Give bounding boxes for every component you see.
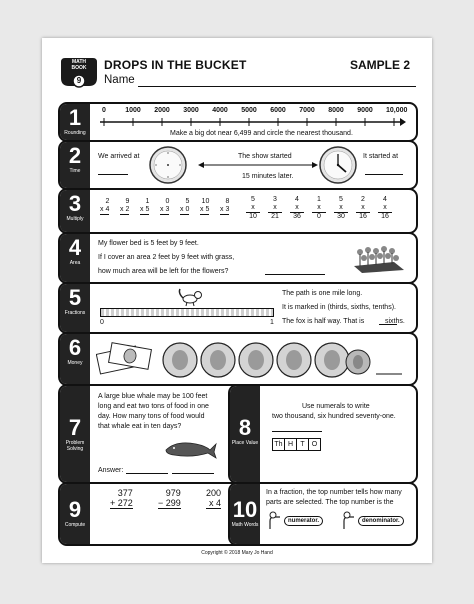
place-value-col-t[interactable]: T [297, 439, 309, 451]
row-place-value [228, 384, 418, 484]
place-value-col-th[interactable]: Th [273, 439, 285, 451]
answer-line[interactable] [126, 473, 168, 474]
multiply-problem: 5 x 0 [180, 198, 190, 213]
compute-problem-2: 979 − 299 [158, 488, 181, 508]
number-line-tick-label: 7000 [299, 107, 315, 114]
flower-bed-illustration [350, 242, 406, 274]
fraction-problem: 1 x 0 [312, 196, 326, 221]
fractions-line1: The path is one mile long. [282, 290, 363, 297]
numerator-option[interactable]: numerator. [284, 516, 323, 526]
pointing-hand-icon [268, 511, 282, 531]
multiply-problem: 8 x 3 [220, 198, 230, 213]
fractions-line3b: sixths. [385, 318, 405, 325]
place-value-answer-line[interactable] [272, 431, 322, 432]
area-line2: If I cover an area 2 feet by 9 feet with grass, [98, 254, 235, 261]
show-started-text: The show started [238, 153, 292, 160]
minutes-later-text: 15 minutes later. [242, 173, 294, 180]
whale-icon [162, 438, 218, 460]
number-line-tick-label: 2000 [154, 107, 170, 114]
math-words-line1: In a fraction, the top number tells how many [266, 489, 402, 496]
row-problem-solving [58, 384, 250, 484]
multiply-problem: 1 x 5 [140, 198, 150, 213]
fox-icon [178, 287, 206, 307]
path-bar[interactable] [100, 308, 274, 317]
number-line-tick-label: 1000 [125, 107, 141, 114]
fraction-problem: 5 x 10 [246, 196, 260, 221]
row-tab: 5 Fractions [60, 284, 90, 332]
fraction-problem: 4 x 36 [290, 196, 304, 221]
fraction-problem: 2 x 16 [356, 196, 370, 221]
math-words-line2: parts are selected. The top number is the [266, 499, 394, 506]
area-line3: how much area will be left for the flowers? [98, 268, 229, 275]
row-area [58, 232, 418, 284]
arrived-text: We arrived at [98, 153, 140, 160]
problem-line3: day. How many tons of food would [98, 413, 205, 420]
fraction-problem: 3 x 21 [268, 196, 282, 221]
name-line[interactable] [138, 86, 416, 87]
row-money [58, 332, 418, 386]
multiply-problem: 0 x 3 [160, 198, 170, 213]
multiply-problem: 2 x 4 [100, 198, 110, 213]
number-line-tick-label: 5000 [241, 107, 257, 114]
copyright-text: Copyright © 2018 Mary Jo Hand [201, 550, 273, 556]
row-tab: 1 Rounding [60, 104, 90, 140]
row-compute [58, 482, 250, 546]
place-value-table[interactable] [272, 438, 321, 451]
worksheet-title: DROPS IN THE BUCKET [104, 58, 247, 72]
answer-label: Answer: [98, 467, 124, 474]
place-value-col-h[interactable]: H [285, 439, 297, 451]
area-line1: My flower bed is 5 feet by 9 feet. [98, 240, 199, 247]
row-tab: 8 Place Value [230, 386, 260, 482]
place-value-col-o[interactable]: O [309, 439, 321, 451]
multiply-problem: 10 x 5 [200, 198, 210, 213]
compute-problem-1: 377 + 272 [110, 488, 133, 508]
it-started-text: It started at [363, 153, 399, 160]
row-math-words [228, 482, 418, 546]
row-rounding [58, 102, 418, 142]
multiply-problem: 9 x 2 [120, 198, 130, 213]
rounding-prompt: Make a big dot near 6,499 and circle the nearest thousand. [170, 130, 353, 137]
denominator-option[interactable]: denominator. [358, 516, 404, 526]
dollar-bills-icon [96, 343, 151, 374]
number-line-tick-label: 0 [102, 107, 106, 114]
problem-line4: that whale eat in ten days? [98, 423, 182, 430]
problem-line2: long and eat two tons of food in one [98, 403, 209, 410]
place-value-line2: two thousand, six hundred seventy-one. [272, 413, 396, 420]
number-line-tick-label: 3000 [183, 107, 199, 114]
pointing-hand-icon [342, 511, 356, 531]
clock-icon [148, 145, 188, 185]
sample-label: SAMPLE 2 [350, 58, 411, 72]
row-tab: 9 Compute [60, 484, 90, 544]
row-time [58, 140, 418, 190]
problem-line1: A large blue whale may be 100 feet [98, 393, 208, 400]
name-label: Name [104, 74, 135, 86]
area-answer-line[interactable] [265, 274, 325, 275]
compute-problem-3: 200 x 4 [206, 488, 222, 508]
worksheet-page [42, 38, 432, 563]
row-tab: 2 Time [60, 142, 90, 188]
number-line-tick-label: 4000 [212, 107, 228, 114]
row-tab: 3 Multiply [60, 190, 90, 232]
row-multiply [58, 188, 418, 234]
row-tab: 10 Math Words [230, 484, 260, 544]
path-zero-label: 0 [100, 319, 104, 326]
row-tab: 4 Area [60, 234, 90, 282]
started-answer-line[interactable] [365, 174, 403, 175]
clock-icon [318, 145, 358, 185]
double-arrow-icon [198, 161, 318, 169]
number-line-tick-label: 6000 [270, 107, 286, 114]
money-illustration [96, 338, 406, 380]
badge-number: 9 [76, 76, 82, 85]
place-value-line1: Use numerals to write [302, 403, 370, 410]
fraction-problem: 4 x 16 [378, 196, 392, 221]
fractions-line2: It is marked in (thirds, sixths, tenths). [282, 304, 396, 311]
number-line-tick-label: 9000 [357, 107, 373, 114]
number-line-tick-label: 10,000 [386, 107, 408, 114]
number-line-tick-label: 8000 [328, 107, 344, 114]
answer-line-units[interactable] [172, 473, 214, 474]
fraction-problem: 5 x 30 [334, 196, 348, 221]
row-tab: 7 Problem Solving [60, 386, 90, 482]
number-line[interactable] [100, 116, 406, 128]
path-one-label: 1 [270, 319, 274, 326]
row-fractions [58, 282, 418, 334]
badge-line2: BOOK [71, 65, 87, 71]
fractions-line3a: The fox is half way. That is [282, 318, 365, 325]
arrived-answer-line[interactable] [98, 174, 128, 175]
row-tab: 6 Money [60, 334, 90, 384]
badge-line1: MATH [71, 59, 87, 65]
